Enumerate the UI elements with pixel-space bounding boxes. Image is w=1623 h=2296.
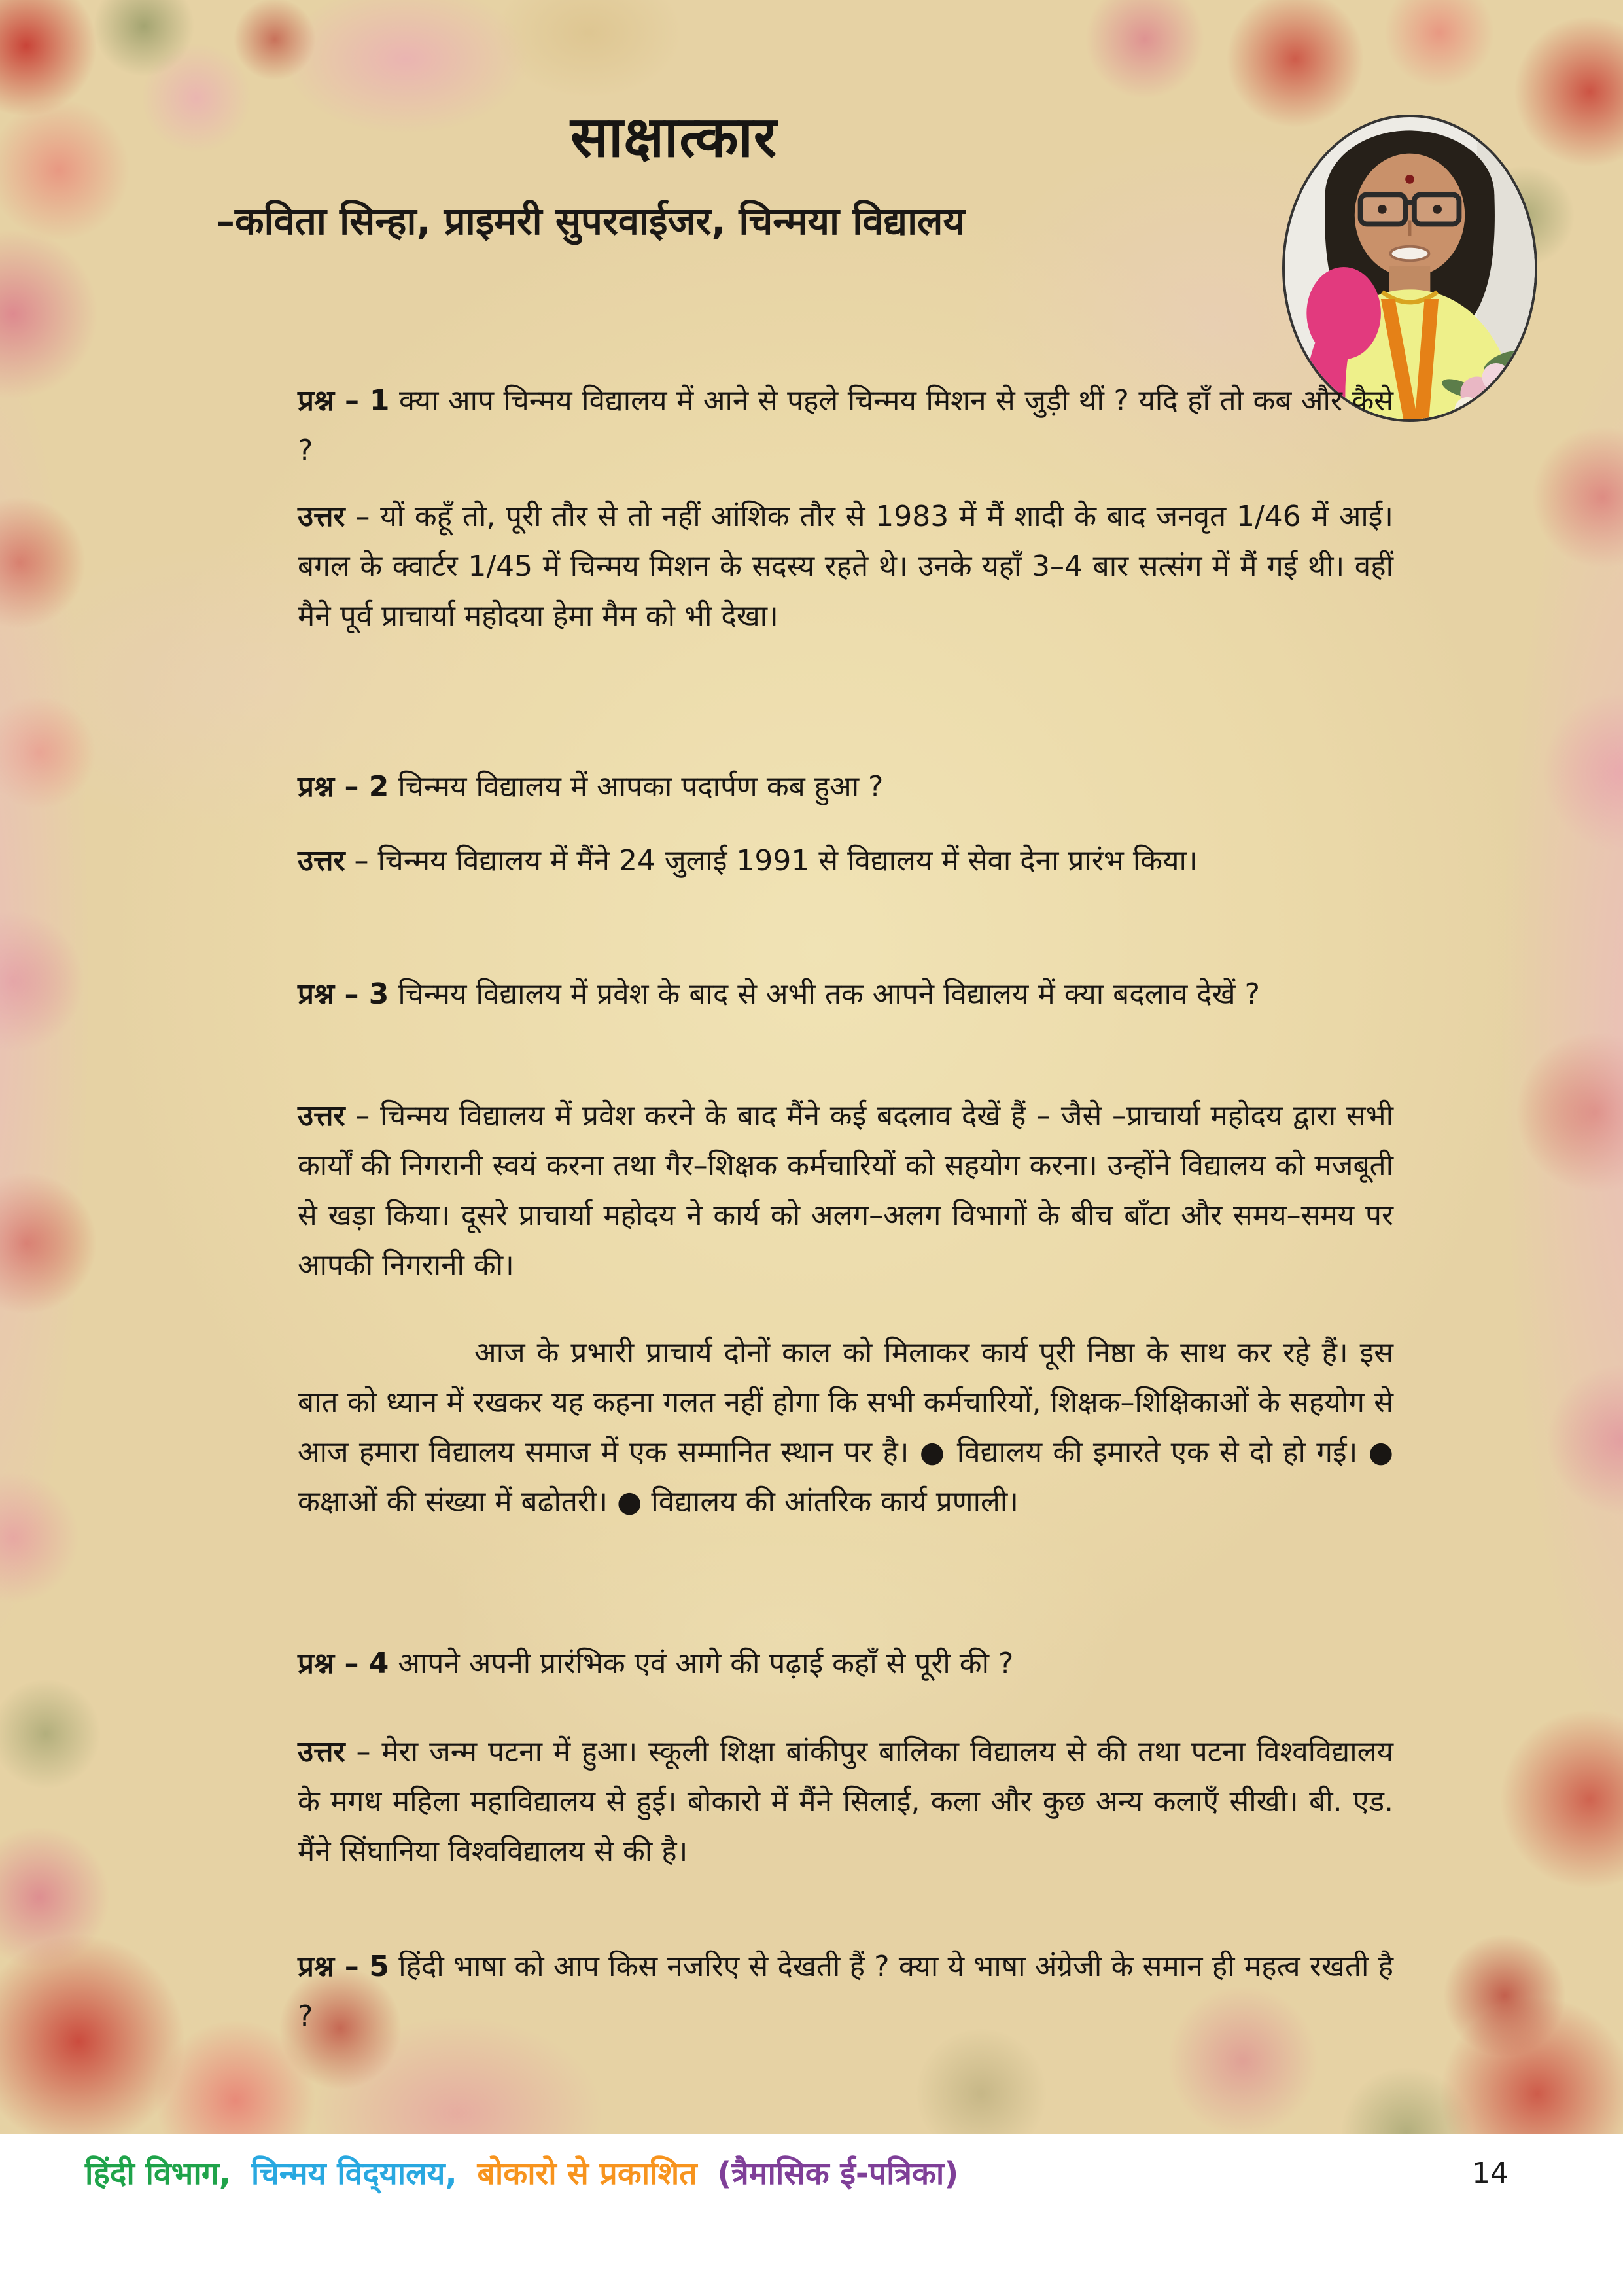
question-2 [298, 762, 1393, 812]
footer-segment-school: चिन्मय विद्‌यालय, [251, 2155, 457, 2192]
answer-4-label: उत्तर [298, 1735, 345, 1769]
footer-segment-department: हिंदी विभाग, [85, 2155, 232, 2192]
portrait-illustration [1285, 117, 1535, 419]
question-3-text: चिन्मय विद्यालय में प्रवेश के बाद से अभी तक आपने विद्यालय में क्या बदलाव देखें ? [389, 978, 1261, 1011]
byline: –कविता सिन्हा, प्राइमरी सुपरवाईजर, चिन्मया विद्यालय [216, 199, 966, 243]
answer-4-text: – मेरा जन्म पटना में हुआ। स्कूली शिक्षा बांकीपुर बालिका विद्यालय से की तथा पटना विश्वविद्यालय के मगध महिला महाविद्यालय से हुई। बोकारो में मैंने सिलाई, कला और कुछ अन्य कलाएँ सीखी। बी. एड. मैंने सिंघानिया विश्वविद्यालय से की है। [298, 1735, 1393, 1868]
page-title: साक्षात्कार [570, 105, 778, 170]
answer-3 [298, 1091, 1393, 1290]
question-4-prefix: प्रश्न – 4 [298, 1647, 389, 1680]
answer-4 [298, 1727, 1393, 1877]
answer-3-text: – चिन्मय विद्यालय में प्रवेश करने के बाद मैंने कई बदलाव देखें हैं – जैसे –प्राचार्या महोदय द्वारा सभी कार्यों की निगरानी स्वयं करना तथा गैर–शिक्षक कर्मचारियों को सहयोग करना। उन्होंने विद्यालय को मजबूती से खड़ा किया। दूसरे प्राचार्या महोदय ने कार्य को अलग–अलग विभागों के बीच बाँटा और समय–समय पर आपकी निगरानी की। [298, 1099, 1393, 1282]
answer-1-text: – यों कहूँ तो, पूरी तौर से तो नहीं आंशिक तौर से 1983 में मैं शादी के बाद जनवृत 1/46 में आई। बगल के क्वार्टर 1/45 में चिन्मय मिशन के सदस्य रहते थे। उनके यहाँ 3–4 बार सत्संग में मैं गई थी। वहीं मैने पूर्व प्राचार्या महोदया हेमा मैम को भी देखा। [298, 500, 1393, 633]
footer-segment-emagazine: (त्रैमासिक ई-पत्रिका) [717, 2155, 959, 2192]
question-4-text: आपने अपनी प्रारंभिक एवं आगे की पढ़ाई कहाँ से पूरी की ? [389, 1647, 1014, 1680]
question-2-text: चिन्मय विद्यालय में आपका पदार्पण कब हुआ ? [389, 770, 884, 804]
question-1-prefix: प्रश्न – 1 [298, 384, 390, 417]
question-5-prefix: प्रश्न – 5 [298, 1950, 389, 1983]
answer-2 [298, 836, 1393, 886]
answer-1-label: उत्तर [298, 500, 345, 533]
footer-segment-published: बोकारो से प्रकाशित [477, 2155, 697, 2192]
page-number: 14 [1472, 2157, 1509, 2190]
footer-credit-line [85, 2151, 968, 2194]
question-4 [298, 1639, 1393, 1689]
answer-3-label: उत्तर [298, 1099, 345, 1133]
question-3 [298, 970, 1393, 1019]
question-5 [298, 1942, 1393, 2041]
answer-3-paragraph-2: आज के प्रभारी प्राचार्य दोनों काल को मिलाकर कार्य पूरी निष्ठा के साथ कर रहे हैं। इस बात को ध्यान में रखकर यह कहना गलत नहीं होगा कि सभी कर्मचारियों, शिक्षक–शिक्षिकाओं के सहयोग से आज हमारा विद्यालय समाज में एक सम्मानित स्थान पर है। ● विद्यालय की इमारते एक से दो हो गई। ● कक्षाओं की संख्या में बढोतरी। ● विद्यालय की आंतरिक कार्य प्रणाली। [298, 1336, 1393, 1519]
answer-1 [298, 492, 1393, 641]
question-3-prefix: प्रश्न – 3 [298, 978, 389, 1011]
answer-2-text: – चिन्मय विद्यालय में मैंने 24 जुलाई 1991 से विद्यालय में सेवा देना प्रारंभ किया। [345, 844, 1198, 877]
question-1 [298, 376, 1393, 476]
question-5-text: हिंदी भाषा को आप किस नजरिए से देखती हैं ? क्या ये भाषा अंग्रेजी के समान ही महत्व रखती है ? [298, 1950, 1393, 2033]
answer-2-label: उत्तर [298, 844, 345, 877]
question-2-prefix: प्रश्न – 2 [298, 770, 389, 804]
question-1-text: क्या आप चिन्मय विद्यालय में आने से पहले चिन्मय मिशन से जुड़ी थीं ? यदि हाँ तो कब और कैसे ? [298, 384, 1393, 467]
